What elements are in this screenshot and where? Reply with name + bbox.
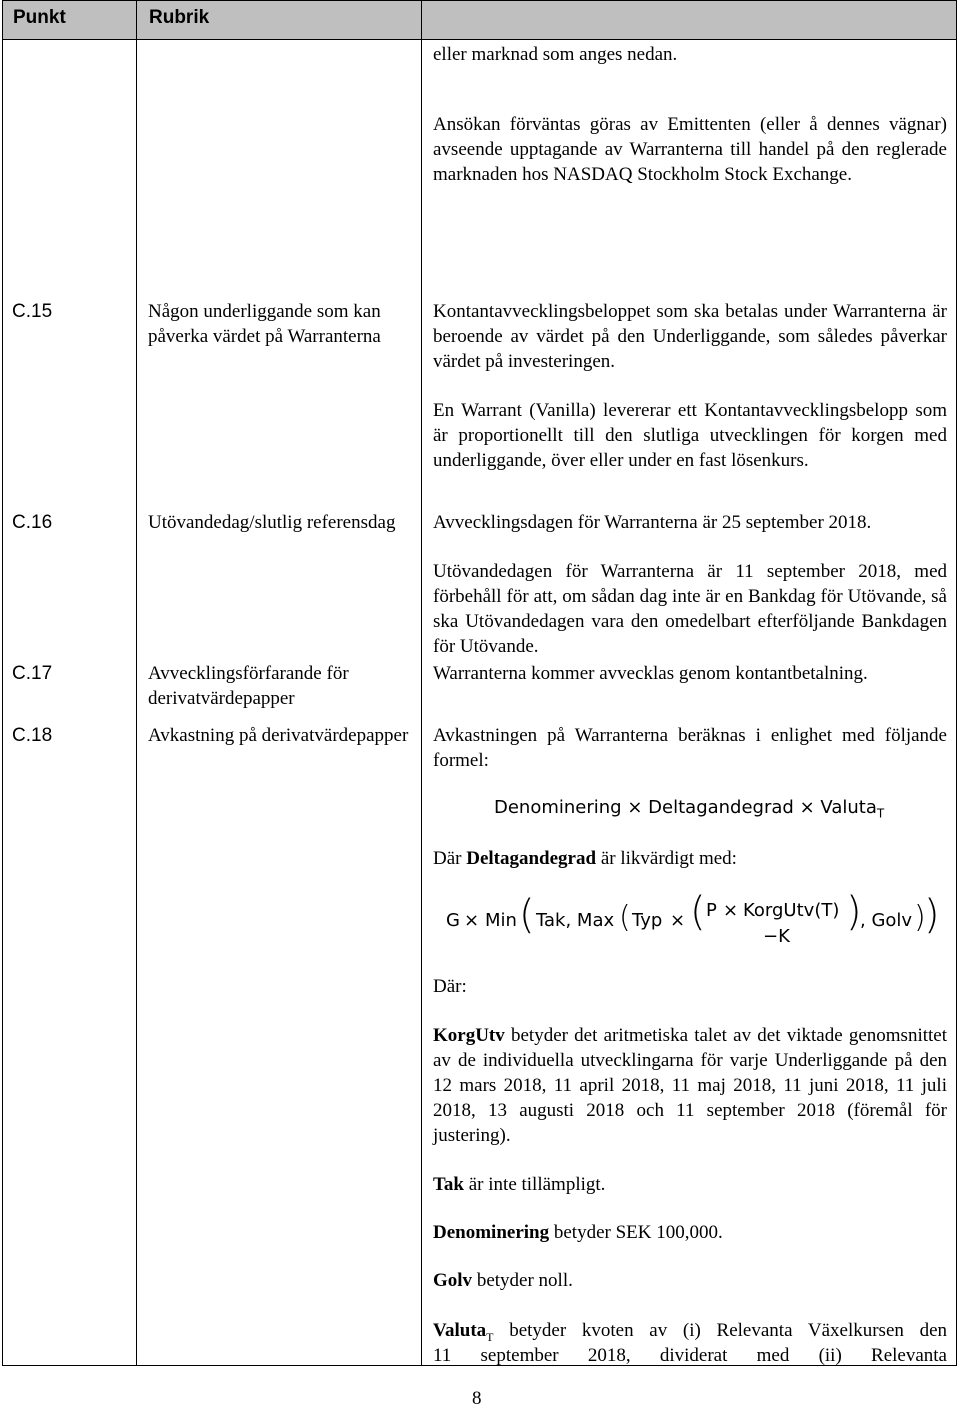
f2-min: Min bbox=[485, 910, 517, 931]
denom-term: Denominering bbox=[433, 1222, 550, 1243]
f2-g: G bbox=[446, 910, 460, 931]
where-rest: är likvärdigt med: bbox=[600, 848, 737, 869]
formula-times-1: × bbox=[627, 797, 643, 818]
c18-heading: Avkastning på derivatvärdepapper bbox=[148, 725, 409, 746]
column-divider-2 bbox=[421, 1, 422, 1365]
tak-term: Tak bbox=[433, 1174, 464, 1195]
f2-minus-k: −K bbox=[763, 926, 790, 947]
c18-denominering bbox=[433, 1220, 947, 1245]
korgutv-text: betyder det aritmetiska talet av det viktade genomsnittet av de individuella utvecklingarna för varje Underliggande på den 12 mars 2018, 11 april 2018, 11 maj 2018, 11 juni 2018, 11 juli 2018, 13 augusti 2018 och 11 september 2018 (föremål för justering). bbox=[433, 1025, 947, 1146]
formula-valuta: Valuta bbox=[820, 797, 877, 818]
valuta-term-sub: T bbox=[486, 1329, 494, 1344]
f2-typ: Typ bbox=[632, 910, 663, 931]
c15-id: C.15 bbox=[12, 301, 53, 322]
f2-paren-open-2: ( bbox=[619, 900, 631, 935]
c18-dar: Där: bbox=[433, 976, 467, 997]
f2-times-3: × bbox=[723, 900, 739, 921]
c15-paragraph-1: Kontantavvecklingsbeloppet som ska betalas under Warranterna är beroende av värdet på den Underliggande, som således påverkar värdet på investeringen. bbox=[433, 301, 947, 372]
tak-text: är inte tillämpligt. bbox=[468, 1174, 606, 1195]
c16-paragraph-2: Utövandedagen för Warranterna är 11 september 2018, med förbehåll för att, om sådan dag inte är en Bankdag för Utövande, så ska Utövandedagen vara den omedelbart efterföljande Bankdagen för Utövande. bbox=[433, 561, 947, 657]
golv-term: Golv bbox=[433, 1270, 473, 1291]
where-label: Där bbox=[433, 848, 462, 869]
formula-deltagandegrad: Deltagandegrad bbox=[648, 797, 794, 818]
f2-tak-max: Tak, Max bbox=[536, 910, 615, 931]
formula-valuta-sub: T bbox=[876, 806, 885, 821]
c18-tak bbox=[433, 1172, 947, 1197]
valuta-line-1: betyder kvoten av (i) Relevanta Växelkursen den bbox=[509, 1320, 948, 1341]
c15-heading: Någon underliggande som kan påverka värdet på Warranterna bbox=[148, 301, 381, 347]
c16-id: C.16 bbox=[12, 512, 53, 533]
valuta-term: Valuta bbox=[433, 1320, 487, 1341]
column-divider-1 bbox=[136, 1, 137, 1365]
c18-id: C.18 bbox=[12, 725, 53, 746]
denom-text: betyder SEK 100,000. bbox=[553, 1222, 723, 1243]
c18-korgutv bbox=[433, 1023, 947, 1148]
korgutv-term: KorgUtv bbox=[433, 1025, 505, 1046]
table-header bbox=[3, 1, 956, 40]
f2-golv: , Golv bbox=[860, 910, 913, 931]
c17-paragraph-1: Warranterna kommer avvecklas genom kontantbetalning. bbox=[433, 663, 868, 684]
golv-text: betyder noll. bbox=[476, 1270, 573, 1291]
f2-paren-close-1: ) bbox=[924, 892, 940, 938]
c16-heading: Utövandedag/slutlig referensdag bbox=[148, 512, 396, 533]
c18-valuta-line-2: 11 september 2018, dividerat med (ii) Relevanta bbox=[433, 1345, 947, 1366]
f2-korgutv: KorgUtv(T) bbox=[743, 900, 840, 921]
c17-id: C.17 bbox=[12, 663, 53, 684]
c15-paragraph-2: En Warrant (Vanilla) levererar ett Kontantavvecklingsbelopp som är proportionellt till den slutliga utvecklingen för korgen med underliggande, över eller under en fast lösenkurs. bbox=[433, 400, 947, 471]
intro-line: eller marknad som anges nedan. bbox=[433, 44, 678, 65]
header-rubrik: Rubrik bbox=[149, 7, 210, 28]
header-punkt: Punkt bbox=[13, 7, 66, 28]
f2-paren-close-2: ) bbox=[914, 900, 926, 935]
f2-paren-open-3: ( bbox=[690, 889, 706, 935]
intro-application: Ansökan förväntas göras av Emittenten (eller å dennes vägnar) avseende upptagande av Warranterna till handel på den reglerade marknaden hos NASDAQ Stockholm Stock Exchange. bbox=[433, 114, 947, 185]
f2-times-2: × bbox=[670, 910, 686, 931]
c18-golv bbox=[433, 1268, 947, 1293]
where-term: Deltagandegrad bbox=[466, 848, 597, 869]
page-number: 8 bbox=[472, 1388, 482, 1409]
f2-times-1: × bbox=[464, 910, 480, 931]
f2-paren-close-3: ) bbox=[846, 889, 862, 935]
c17-heading: Avvecklingsförfarande för derivatvärdepapper bbox=[148, 663, 349, 709]
f2-p: P bbox=[706, 900, 717, 921]
f2-paren-open-1: ( bbox=[519, 892, 535, 938]
c18-paragraph-1: Avkastningen på Warranterna beräknas i enlighet med följande formel: bbox=[433, 725, 947, 771]
formula-return bbox=[494, 797, 884, 821]
formula-denominering: Denominering bbox=[494, 797, 622, 818]
formula-times-2: × bbox=[799, 797, 815, 818]
c18-where-line bbox=[433, 846, 947, 871]
c16-paragraph-1: Avvecklingsdagen för Warranterna är 25 september 2018. bbox=[433, 512, 872, 533]
